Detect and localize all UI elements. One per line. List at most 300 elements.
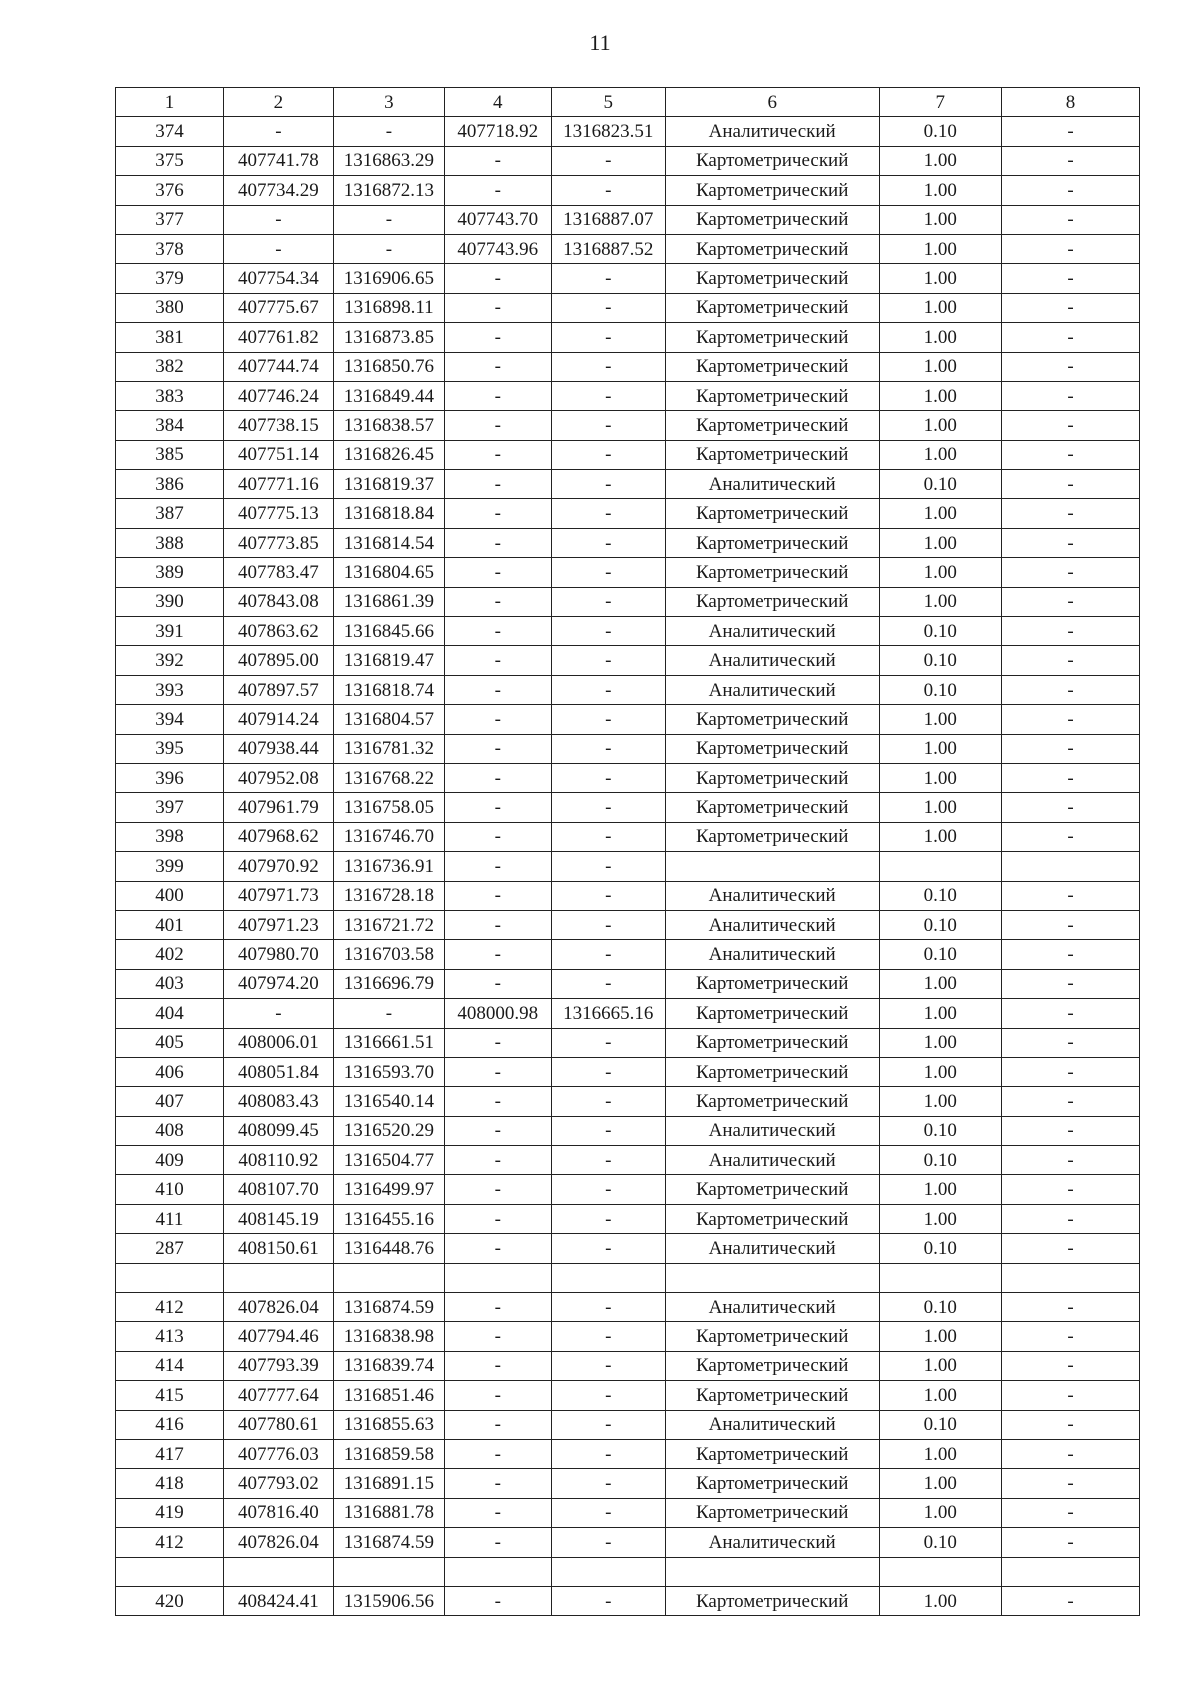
note-cell: - xyxy=(1001,675,1139,704)
x-coordinate-cell: 407775.13 xyxy=(223,499,333,528)
table-row xyxy=(116,1557,1140,1586)
y-coordinate-alt-cell: 1316887.52 xyxy=(551,234,665,263)
accuracy-cell: 1.00 xyxy=(879,1322,1001,1351)
accuracy-cell: 1.00 xyxy=(879,969,1001,998)
table-row xyxy=(116,1586,1140,1615)
method-cell: Аналитический xyxy=(665,617,879,646)
table-row xyxy=(116,881,1140,910)
x-coordinate-cell xyxy=(223,1557,333,1586)
accuracy-cell xyxy=(879,1557,1001,1586)
accuracy-cell: 0.10 xyxy=(879,1116,1001,1145)
accuracy-cell: 1.00 xyxy=(879,323,1001,352)
point-number-cell: 381 xyxy=(116,323,224,352)
x-coordinate-alt-cell: - xyxy=(444,1204,551,1233)
y-coordinate-alt-cell: - xyxy=(551,1204,665,1233)
point-number-cell: 412 xyxy=(116,1293,224,1322)
point-number-cell: 385 xyxy=(116,440,224,469)
table-row xyxy=(116,558,1140,587)
method-cell: Картометрический xyxy=(665,999,879,1028)
point-number-cell: 391 xyxy=(116,617,224,646)
x-coordinate-alt-cell: - xyxy=(444,528,551,557)
x-coordinate-alt-cell: 408000.98 xyxy=(444,999,551,1028)
note-cell: - xyxy=(1001,1439,1139,1468)
point-number-cell xyxy=(116,1263,224,1292)
method-cell: Картометрический xyxy=(665,822,879,851)
y-coordinate-cell: 1316861.39 xyxy=(333,587,444,616)
accuracy-cell: 1.00 xyxy=(879,705,1001,734)
accuracy-cell: 0.10 xyxy=(879,117,1001,146)
accuracy-cell: 1.00 xyxy=(879,264,1001,293)
point-number-cell: 379 xyxy=(116,264,224,293)
x-coordinate-cell: 408110.92 xyxy=(223,1146,333,1175)
y-coordinate-cell: 1316819.47 xyxy=(333,646,444,675)
method-cell: Аналитический xyxy=(665,1116,879,1145)
x-coordinate-cell: 407974.20 xyxy=(223,969,333,998)
y-coordinate-alt-cell: - xyxy=(551,1439,665,1468)
y-coordinate-cell: 1316855.63 xyxy=(333,1410,444,1439)
y-coordinate-alt-cell xyxy=(551,1557,665,1586)
x-coordinate-alt-cell: - xyxy=(444,1293,551,1322)
y-coordinate-cell: 1316758.05 xyxy=(333,793,444,822)
table-row xyxy=(116,617,1140,646)
note-cell: - xyxy=(1001,1322,1139,1351)
point-number-cell: 400 xyxy=(116,881,224,910)
note-cell: - xyxy=(1001,470,1139,499)
x-coordinate-alt-cell: - xyxy=(444,264,551,293)
method-cell: Картометрический xyxy=(665,1175,879,1204)
accuracy-cell: 1.00 xyxy=(879,822,1001,851)
method-cell: Аналитический xyxy=(665,1293,879,1322)
note-cell: - xyxy=(1001,117,1139,146)
point-number-cell: 402 xyxy=(116,940,224,969)
table-row xyxy=(116,411,1140,440)
y-coordinate-cell: - xyxy=(333,234,444,263)
y-coordinate-cell: 1316826.45 xyxy=(333,440,444,469)
y-coordinate-alt-cell: - xyxy=(551,1498,665,1527)
method-cell: Аналитический xyxy=(665,1146,879,1175)
point-number-cell: 394 xyxy=(116,705,224,734)
x-coordinate-cell: 408424.41 xyxy=(223,1586,333,1615)
y-coordinate-alt-cell: - xyxy=(551,881,665,910)
method-cell: Картометрический xyxy=(665,381,879,410)
y-coordinate-alt-cell: - xyxy=(551,293,665,322)
point-number-cell: 418 xyxy=(116,1469,224,1498)
column-header: 3 xyxy=(333,88,444,117)
y-coordinate-alt-cell: - xyxy=(551,822,665,851)
x-coordinate-cell: 407961.79 xyxy=(223,793,333,822)
column-header: 8 xyxy=(1001,88,1139,117)
note-cell: - xyxy=(1001,352,1139,381)
table-row xyxy=(116,234,1140,263)
y-coordinate-alt-cell: - xyxy=(551,852,665,881)
point-number-cell: 407 xyxy=(116,1087,224,1116)
y-coordinate-cell: 1316881.78 xyxy=(333,1498,444,1527)
column-header: 5 xyxy=(551,88,665,117)
table-row xyxy=(116,1087,1140,1116)
y-coordinate-cell: 1316898.11 xyxy=(333,293,444,322)
accuracy-cell: 1.00 xyxy=(879,440,1001,469)
table-row xyxy=(116,1028,1140,1057)
accuracy-cell: 1.00 xyxy=(879,381,1001,410)
x-coordinate-cell: 408145.19 xyxy=(223,1204,333,1233)
method-cell: Картометрический xyxy=(665,1057,879,1086)
point-number-cell: 417 xyxy=(116,1439,224,1468)
x-coordinate-alt-cell: - xyxy=(444,1116,551,1145)
y-coordinate-alt-cell: - xyxy=(551,734,665,763)
method-cell: Аналитический xyxy=(665,1234,879,1263)
note-cell: - xyxy=(1001,440,1139,469)
x-coordinate-alt-cell: - xyxy=(444,1175,551,1204)
x-coordinate-cell: 408107.70 xyxy=(223,1175,333,1204)
accuracy-cell: 1.00 xyxy=(879,793,1001,822)
y-coordinate-alt-cell: 1316665.16 xyxy=(551,999,665,1028)
x-coordinate-alt-cell: - xyxy=(444,1351,551,1380)
x-coordinate-alt-cell: - xyxy=(444,587,551,616)
method-cell: Картометрический xyxy=(665,1087,879,1116)
column-header: 4 xyxy=(444,88,551,117)
x-coordinate-cell: 407793.39 xyxy=(223,1351,333,1380)
y-coordinate-alt-cell: - xyxy=(551,1146,665,1175)
y-coordinate-alt-cell: - xyxy=(551,705,665,734)
y-coordinate-cell: 1316863.29 xyxy=(333,146,444,175)
y-coordinate-alt-cell: - xyxy=(551,646,665,675)
x-coordinate-alt-cell: - xyxy=(444,910,551,939)
note-cell xyxy=(1001,852,1139,881)
y-coordinate-alt-cell: - xyxy=(551,176,665,205)
y-coordinate-alt-cell: - xyxy=(551,411,665,440)
y-coordinate-cell: 1316804.65 xyxy=(333,558,444,587)
x-coordinate-cell: 407754.34 xyxy=(223,264,333,293)
accuracy-cell: 0.10 xyxy=(879,675,1001,704)
note-cell: - xyxy=(1001,558,1139,587)
note-cell: - xyxy=(1001,881,1139,910)
accuracy-cell: 1.00 xyxy=(879,1381,1001,1410)
y-coordinate-cell: 1316736.91 xyxy=(333,852,444,881)
x-coordinate-alt-cell xyxy=(444,1557,551,1586)
method-cell xyxy=(665,1557,879,1586)
point-number-cell: 376 xyxy=(116,176,224,205)
method-cell: Аналитический xyxy=(665,910,879,939)
note-cell: - xyxy=(1001,1381,1139,1410)
point-number-cell: 413 xyxy=(116,1322,224,1351)
point-number-cell: 408 xyxy=(116,1116,224,1145)
x-coordinate-alt-cell: - xyxy=(444,822,551,851)
y-coordinate-alt-cell: - xyxy=(551,323,665,352)
method-cell: Картометрический xyxy=(665,205,879,234)
note-cell: - xyxy=(1001,793,1139,822)
point-number-cell: 378 xyxy=(116,234,224,263)
method-cell: Картометрический xyxy=(665,528,879,557)
point-number-cell: 420 xyxy=(116,1586,224,1615)
accuracy-cell: 0.10 xyxy=(879,881,1001,910)
method-cell: Аналитический xyxy=(665,1528,879,1557)
table-row xyxy=(116,440,1140,469)
x-coordinate-cell: 407968.62 xyxy=(223,822,333,851)
table-row xyxy=(116,176,1140,205)
accuracy-cell: 1.00 xyxy=(879,1028,1001,1057)
note-cell: - xyxy=(1001,1175,1139,1204)
x-coordinate-cell: 407816.40 xyxy=(223,1498,333,1527)
accuracy-cell: 1.00 xyxy=(879,1498,1001,1527)
point-number-cell: 395 xyxy=(116,734,224,763)
x-coordinate-alt-cell: - xyxy=(444,1322,551,1351)
x-coordinate-cell: 407952.08 xyxy=(223,763,333,792)
x-coordinate-cell: 407776.03 xyxy=(223,1439,333,1468)
table-row xyxy=(116,1351,1140,1380)
y-coordinate-alt-cell: 1316823.51 xyxy=(551,117,665,146)
method-cell: Картометрический xyxy=(665,234,879,263)
x-coordinate-cell: 407794.46 xyxy=(223,1322,333,1351)
y-coordinate-cell: 1316874.59 xyxy=(333,1293,444,1322)
x-coordinate-alt-cell: - xyxy=(444,440,551,469)
method-cell: Картометрический xyxy=(665,1028,879,1057)
x-coordinate-alt-cell: - xyxy=(444,705,551,734)
note-cell: - xyxy=(1001,1293,1139,1322)
note-cell: - xyxy=(1001,1498,1139,1527)
y-coordinate-alt-cell: - xyxy=(551,1116,665,1145)
note-cell xyxy=(1001,1263,1139,1292)
y-coordinate-cell: - xyxy=(333,999,444,1028)
note-cell: - xyxy=(1001,1586,1139,1615)
accuracy-cell: 1.00 xyxy=(879,1204,1001,1233)
point-number-cell: 377 xyxy=(116,205,224,234)
y-coordinate-alt-cell: - xyxy=(551,1381,665,1410)
accuracy-cell: 0.10 xyxy=(879,617,1001,646)
note-cell: - xyxy=(1001,1204,1139,1233)
method-cell xyxy=(665,1263,879,1292)
y-coordinate-cell: 1316839.74 xyxy=(333,1351,444,1380)
x-coordinate-alt-cell: - xyxy=(444,558,551,587)
x-coordinate-alt-cell: - xyxy=(444,1410,551,1439)
x-coordinate-cell: 408083.43 xyxy=(223,1087,333,1116)
y-coordinate-cell: 1316891.15 xyxy=(333,1469,444,1498)
table-row xyxy=(116,852,1140,881)
y-coordinate-cell: 1315906.56 xyxy=(333,1586,444,1615)
point-number-cell: 405 xyxy=(116,1028,224,1057)
x-coordinate-alt-cell: - xyxy=(444,352,551,381)
note-cell: - xyxy=(1001,1351,1139,1380)
y-coordinate-alt-cell: - xyxy=(551,352,665,381)
x-coordinate-alt-cell: - xyxy=(444,323,551,352)
table-row xyxy=(116,910,1140,939)
x-coordinate-cell: 407914.24 xyxy=(223,705,333,734)
y-coordinate-cell xyxy=(333,1557,444,1586)
x-coordinate-cell: 408006.01 xyxy=(223,1028,333,1057)
point-number-cell: 390 xyxy=(116,587,224,616)
x-coordinate-cell: 407783.47 xyxy=(223,558,333,587)
x-coordinate-alt-cell: - xyxy=(444,852,551,881)
x-coordinate-alt-cell: - xyxy=(444,1234,551,1263)
point-number-cell: 412 xyxy=(116,1528,224,1557)
x-coordinate-cell: 407843.08 xyxy=(223,587,333,616)
accuracy-cell: 1.00 xyxy=(879,1057,1001,1086)
table-row xyxy=(116,1439,1140,1468)
point-number-cell: 403 xyxy=(116,969,224,998)
note-cell: - xyxy=(1001,411,1139,440)
method-cell: Аналитический xyxy=(665,646,879,675)
x-coordinate-alt-cell: - xyxy=(444,1087,551,1116)
table-row xyxy=(116,1204,1140,1233)
accuracy-cell: 0.10 xyxy=(879,1234,1001,1263)
note-cell: - xyxy=(1001,381,1139,410)
y-coordinate-cell: 1316455.16 xyxy=(333,1204,444,1233)
y-coordinate-cell: 1316728.18 xyxy=(333,881,444,910)
y-coordinate-alt-cell: - xyxy=(551,587,665,616)
accuracy-cell: 0.10 xyxy=(879,910,1001,939)
y-coordinate-alt-cell: - xyxy=(551,1410,665,1439)
x-coordinate-alt-cell: - xyxy=(444,1146,551,1175)
point-number-cell xyxy=(116,1557,224,1586)
note-cell: - xyxy=(1001,1528,1139,1557)
point-number-cell: 393 xyxy=(116,675,224,704)
point-number-cell: 287 xyxy=(116,1234,224,1263)
table-row xyxy=(116,734,1140,763)
table-row xyxy=(116,763,1140,792)
x-coordinate-alt-cell: - xyxy=(444,1028,551,1057)
point-number-cell: 398 xyxy=(116,822,224,851)
page-number: 11 xyxy=(589,30,611,55)
note-cell: - xyxy=(1001,1028,1139,1057)
note-cell: - xyxy=(1001,1234,1139,1263)
x-coordinate-cell: 407826.04 xyxy=(223,1293,333,1322)
note-cell: - xyxy=(1001,1116,1139,1145)
column-header: 7 xyxy=(879,88,1001,117)
x-coordinate-alt-cell: - xyxy=(444,381,551,410)
x-coordinate-cell: 407938.44 xyxy=(223,734,333,763)
y-coordinate-alt-cell: - xyxy=(551,146,665,175)
table-row xyxy=(116,1116,1140,1145)
note-cell xyxy=(1001,1557,1139,1586)
point-number-cell: 386 xyxy=(116,470,224,499)
x-coordinate-cell: 408150.61 xyxy=(223,1234,333,1263)
accuracy-cell: 1.00 xyxy=(879,1175,1001,1204)
method-cell: Картометрический xyxy=(665,293,879,322)
accuracy-cell: 1.00 xyxy=(879,352,1001,381)
method-cell: Картометрический xyxy=(665,763,879,792)
y-coordinate-cell: 1316872.13 xyxy=(333,176,444,205)
table-row xyxy=(116,1322,1140,1351)
y-coordinate-alt-cell: - xyxy=(551,264,665,293)
table-row xyxy=(116,1263,1140,1292)
table-row xyxy=(116,999,1140,1028)
accuracy-cell: 1.00 xyxy=(879,146,1001,175)
y-coordinate-alt-cell: - xyxy=(551,910,665,939)
x-coordinate-alt-cell: - xyxy=(444,176,551,205)
note-cell: - xyxy=(1001,646,1139,675)
x-coordinate-cell: 407780.61 xyxy=(223,1410,333,1439)
table-header-row xyxy=(116,88,1140,117)
method-cell: Картометрический xyxy=(665,1586,879,1615)
y-coordinate-cell: 1316873.85 xyxy=(333,323,444,352)
point-number-cell: 410 xyxy=(116,1175,224,1204)
x-coordinate-alt-cell: 407718.92 xyxy=(444,117,551,146)
accuracy-cell: 0.10 xyxy=(879,1146,1001,1175)
method-cell: Аналитический xyxy=(665,675,879,704)
method-cell: Картометрический xyxy=(665,323,879,352)
column-header: 6 xyxy=(665,88,879,117)
y-coordinate-cell: 1316661.51 xyxy=(333,1028,444,1057)
x-coordinate-cell: 407793.02 xyxy=(223,1469,333,1498)
y-coordinate-cell: 1316721.72 xyxy=(333,910,444,939)
x-coordinate-cell: 407777.64 xyxy=(223,1381,333,1410)
y-coordinate-cell: 1316849.44 xyxy=(333,381,444,410)
method-cell: Картометрический xyxy=(665,1498,879,1527)
y-coordinate-alt-cell: - xyxy=(551,1234,665,1263)
table-row xyxy=(116,117,1140,146)
note-cell: - xyxy=(1001,910,1139,939)
accuracy-cell: 1.00 xyxy=(879,1351,1001,1380)
x-coordinate-alt-cell: - xyxy=(444,1469,551,1498)
y-coordinate-cell: 1316540.14 xyxy=(333,1087,444,1116)
method-cell: Аналитический xyxy=(665,940,879,969)
x-coordinate-cell: 408051.84 xyxy=(223,1057,333,1086)
x-coordinate-alt-cell: - xyxy=(444,646,551,675)
x-coordinate-cell: 407826.04 xyxy=(223,1528,333,1557)
x-coordinate-alt-cell: - xyxy=(444,1498,551,1527)
x-coordinate-cell: 407738.15 xyxy=(223,411,333,440)
column-header: 2 xyxy=(223,88,333,117)
y-coordinate-alt-cell: - xyxy=(551,440,665,469)
y-coordinate-cell: 1316838.98 xyxy=(333,1322,444,1351)
accuracy-cell: 1.00 xyxy=(879,587,1001,616)
method-cell: Картометрический xyxy=(665,1204,879,1233)
table-row xyxy=(116,793,1140,822)
point-number-cell: 406 xyxy=(116,1057,224,1086)
x-coordinate-cell: - xyxy=(223,234,333,263)
table-row xyxy=(116,146,1140,175)
x-coordinate-alt-cell: - xyxy=(444,734,551,763)
y-coordinate-alt-cell: - xyxy=(551,940,665,969)
y-coordinate-alt-cell: - xyxy=(551,499,665,528)
table-row xyxy=(116,1234,1140,1263)
x-coordinate-cell: 407970.92 xyxy=(223,852,333,881)
y-coordinate-cell: 1316593.70 xyxy=(333,1057,444,1086)
x-coordinate-alt-cell: - xyxy=(444,881,551,910)
y-coordinate-alt-cell: - xyxy=(551,1087,665,1116)
y-coordinate-alt-cell: - xyxy=(551,793,665,822)
accuracy-cell: 1.00 xyxy=(879,763,1001,792)
method-cell: Аналитический xyxy=(665,117,879,146)
method-cell: Картометрический xyxy=(665,1439,879,1468)
accuracy-cell: 1.00 xyxy=(879,1439,1001,1468)
table-row xyxy=(116,1175,1140,1204)
method-cell xyxy=(665,852,879,881)
x-coordinate-cell: 407761.82 xyxy=(223,323,333,352)
point-number-cell: 387 xyxy=(116,499,224,528)
accuracy-cell: 0.10 xyxy=(879,940,1001,969)
accuracy-cell xyxy=(879,852,1001,881)
method-cell: Аналитический xyxy=(665,881,879,910)
y-coordinate-cell: 1316851.46 xyxy=(333,1381,444,1410)
table-row xyxy=(116,528,1140,557)
table-row xyxy=(116,470,1140,499)
accuracy-cell: 1.00 xyxy=(879,293,1001,322)
note-cell: - xyxy=(1001,763,1139,792)
point-number-cell: 404 xyxy=(116,999,224,1028)
x-coordinate-alt-cell: - xyxy=(444,146,551,175)
method-cell: Картометрический xyxy=(665,352,879,381)
x-coordinate-cell: 407897.57 xyxy=(223,675,333,704)
note-cell: - xyxy=(1001,528,1139,557)
y-coordinate-alt-cell: - xyxy=(551,675,665,704)
point-number-cell: 375 xyxy=(116,146,224,175)
table-row xyxy=(116,1146,1140,1175)
x-coordinate-cell: 407971.23 xyxy=(223,910,333,939)
x-coordinate-alt-cell: - xyxy=(444,499,551,528)
y-coordinate-cell: 1316874.59 xyxy=(333,1528,444,1557)
x-coordinate-alt-cell: - xyxy=(444,1586,551,1615)
point-number-cell: 389 xyxy=(116,558,224,587)
